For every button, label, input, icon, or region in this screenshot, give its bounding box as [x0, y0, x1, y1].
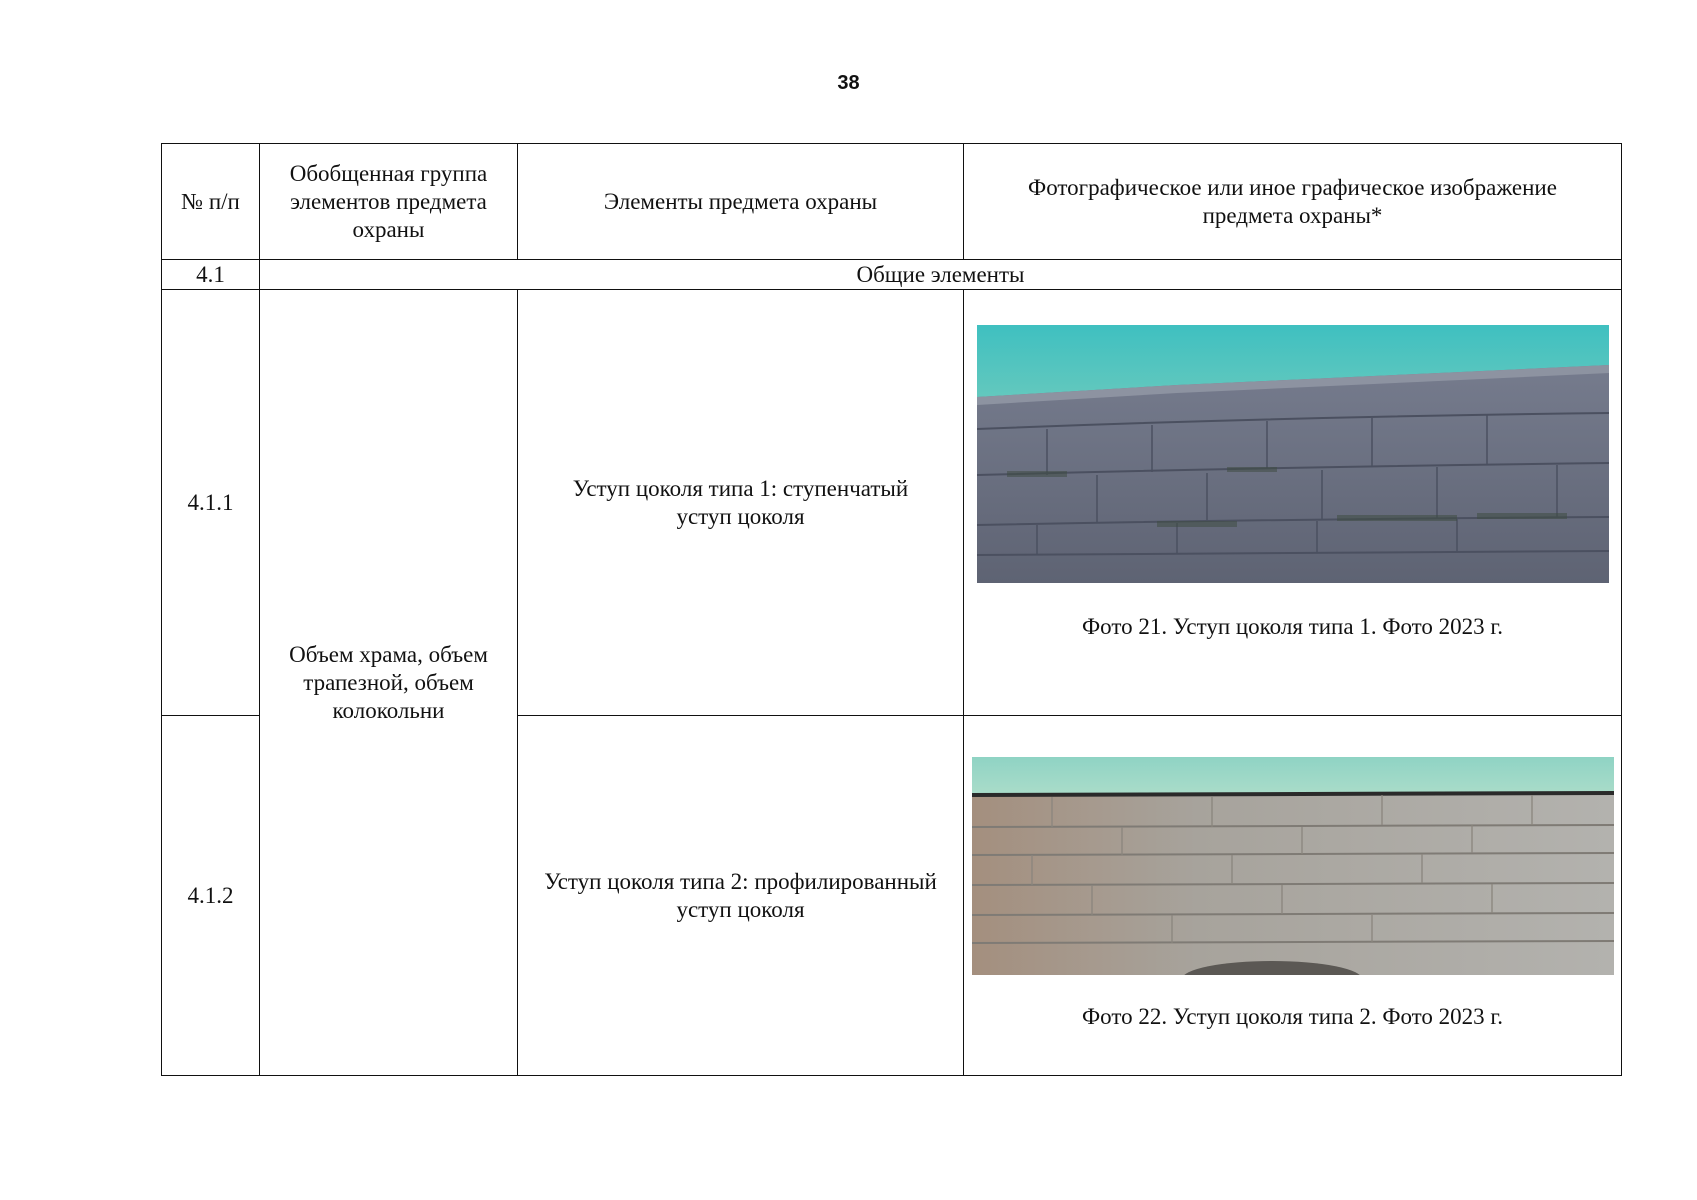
header-elements: Элементы предмета охраны [518, 144, 964, 260]
table-row [162, 290, 1622, 716]
photo-cell [964, 716, 1622, 1076]
section-title: Общие элементы [260, 260, 1622, 290]
header-num: № п/п [162, 144, 260, 260]
element-description: Уступ цоколя типа 2: профилированный уступ цоколя [518, 716, 964, 1076]
photo-plinth-type-2 [972, 757, 1614, 975]
header-row [162, 144, 1622, 260]
group-label: Объем храма, объем трапезной, объем колокольни [260, 290, 518, 1076]
photo-caption: Фото 21. Уступ цоколя типа 1. Фото 2023 г. [1081, 613, 1504, 639]
section-num: 4.1 [162, 260, 260, 290]
section-row [162, 260, 1622, 290]
header-group: Обобщенная группа элементов предмета охраны [260, 144, 518, 260]
page-number: 38 [837, 72, 860, 94]
photo-plinth-type-1 [977, 325, 1609, 583]
row-num: 4.1.2 [162, 716, 260, 1076]
row-num: 4.1.1 [162, 290, 260, 716]
element-description: Уступ цоколя типа 1: ступенчатый уступ цоколя [518, 290, 964, 716]
photo-cell [964, 290, 1622, 716]
photo-caption: Фото 22. Уступ цоколя типа 2. Фото 2023 г. [1081, 1003, 1504, 1029]
header-image: Фотографическое или иное графическое изображение предмета охраны* [964, 144, 1622, 260]
protection-table [161, 143, 1622, 1076]
